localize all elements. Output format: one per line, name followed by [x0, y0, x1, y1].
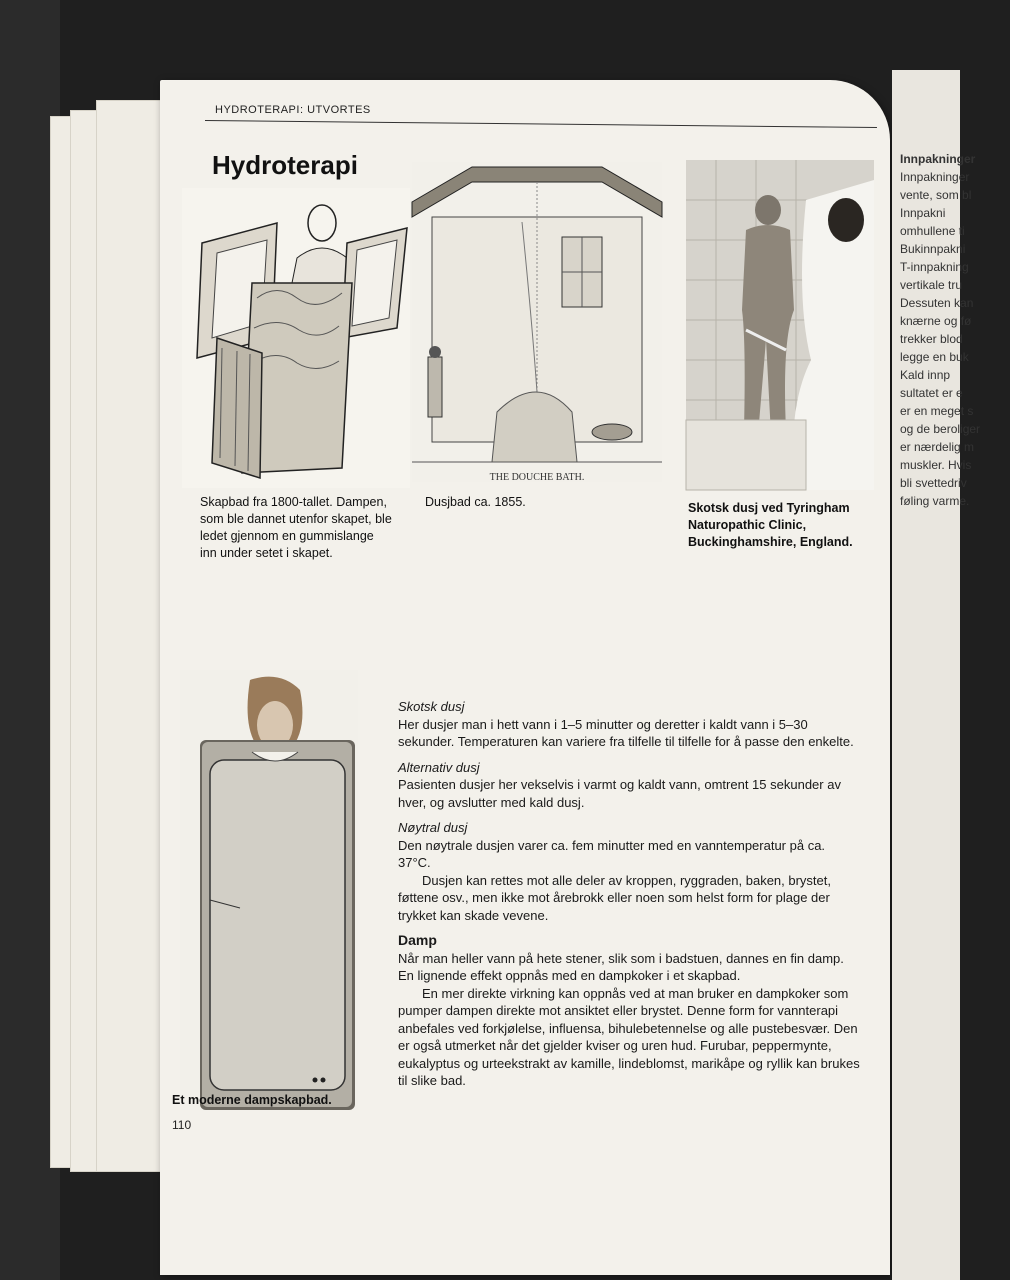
steam-cabinet-engraving — [182, 188, 410, 488]
paragraph-steam-2: En mer direkte virkning kan oppnås ved at man bruker en dampkoker som pumper dampen direkte mot ansiktet eller brystet. Denne form for vannterapi anbefales ved forkjølelse, influensa, bihulebetennelse og alle pustebesvær. Den er også utmerket når det gjelder kviser og uren hud. Furubar, peppermynte, eukalyptus og urteekstrakt av kamille, lindeblomst, marikåpe og ryllik kan brukes til slike bad. — [398, 985, 860, 1088]
paragraph-neutral-douche: Den nøytrale dusjen varer ca. fem minutter med en vanntemperatur på ca. 37°C. — [398, 837, 826, 870]
subheading-alternating-douche: Alternativ dusj — [398, 759, 480, 775]
right-page-line: føling varme. — [900, 494, 970, 508]
paragraph-alternating-douche: Pasienten dusjer her vekselvis i varmt og kaldt vann, omtrent 15 sekunder av hver, og avslutter med kald dusj. — [398, 777, 841, 810]
right-page-line: legge en buk — [900, 350, 969, 364]
page-number: 110 — [172, 1118, 192, 1132]
body-text — [398, 690, 860, 1090]
subheading-neutral-douche: Nøytral dusj — [398, 820, 468, 835]
right-page-text — [900, 150, 1010, 510]
steam-cabinet-drawing — [182, 188, 410, 488]
right-page-line: vertikale tru — [900, 278, 963, 292]
scottish-douche-photo — [686, 160, 874, 490]
paragraph-neutral-douche-2: Dusjen kan rettes mot alle deler av kroppen, ryggraden, baken, brystet, føttene osv., men ikke mot årebrokk eller noen som helst form for plage der trykket kan skade vevene. — [398, 872, 831, 923]
subheading-scottish-douche: Skotsk dusj — [398, 699, 465, 714]
right-page-line: Innpakni — [900, 206, 946, 220]
right-page-line: vente, som bl — [900, 188, 972, 202]
right-page-line: er nærdelig m — [900, 440, 975, 454]
paragraph-steam: Når man heller vann på hete stener, slik som i badstuen, dannes en fin damp. En lignende effekt oppnås med en dampkoker i et skapbad. — [398, 950, 844, 983]
right-page-line: er en meget s — [900, 404, 974, 418]
right-page-line: bli svettedriv — [900, 476, 967, 490]
right-page-line: sultatet er e — [900, 386, 963, 400]
scottish-douche-scene — [686, 160, 874, 490]
right-page-line: omhullene ti — [900, 224, 965, 238]
figure-caption-scottish-douche: Skotsk dusj ved Tyringham Naturopathic Clinic, Buckinghamshire, England. — [688, 501, 853, 549]
figure-caption-modern-steam-cabinet: Et moderne dampskapbad. — [172, 1093, 332, 1107]
right-page-line: Innpakninger — [900, 170, 970, 184]
book-page-right — [892, 70, 981, 1280]
heading-steam: Damp — [398, 932, 437, 948]
figure-caption-douche-bath: Dusjbad ca. 1855. — [425, 495, 526, 509]
page-title: Hydroterapi — [212, 150, 358, 180]
douche-bath-engraving — [412, 162, 662, 482]
right-page-line: knærne og fø — [900, 314, 972, 328]
section-header: HYDROTERAPI: UTVORTES — [215, 104, 371, 116]
figure-caption-steam-cabinet: Skapbad fra 1800-tallet. Dampen, som ble dannet utenfor skapet, ble ledet gjennom en gummislange inn under setet i skapet. — [200, 495, 392, 560]
right-page-line: Bukinnpakni — [900, 242, 966, 256]
right-page-line: og de beroliger — [900, 422, 981, 436]
paragraph-scottish-douche: Her dusjer man i hett vann i 1–5 minutter og deretter i kaldt vann i 5–30 sekunder. Temperaturen kan variere fra tilfelle til tilfelle for å passe den enkelte. — [398, 716, 854, 749]
right-page-line: T-innpakning — [900, 260, 969, 274]
modern-steam-cabinet-photo — [180, 670, 358, 1110]
right-page-line: Dessuten kan — [900, 296, 974, 310]
engraving-label: THE DOUCHE BATH. — [489, 472, 585, 483]
right-page-line: muskler. Hvis — [900, 458, 972, 472]
modern-steam-cabinet-scene — [180, 670, 358, 1110]
right-page-line: Kald innp — [900, 368, 951, 382]
right-page-line: Innpakninger — [900, 152, 976, 166]
douche-bath-drawing — [412, 162, 662, 482]
right-page-line: trekker blod — [900, 332, 963, 346]
